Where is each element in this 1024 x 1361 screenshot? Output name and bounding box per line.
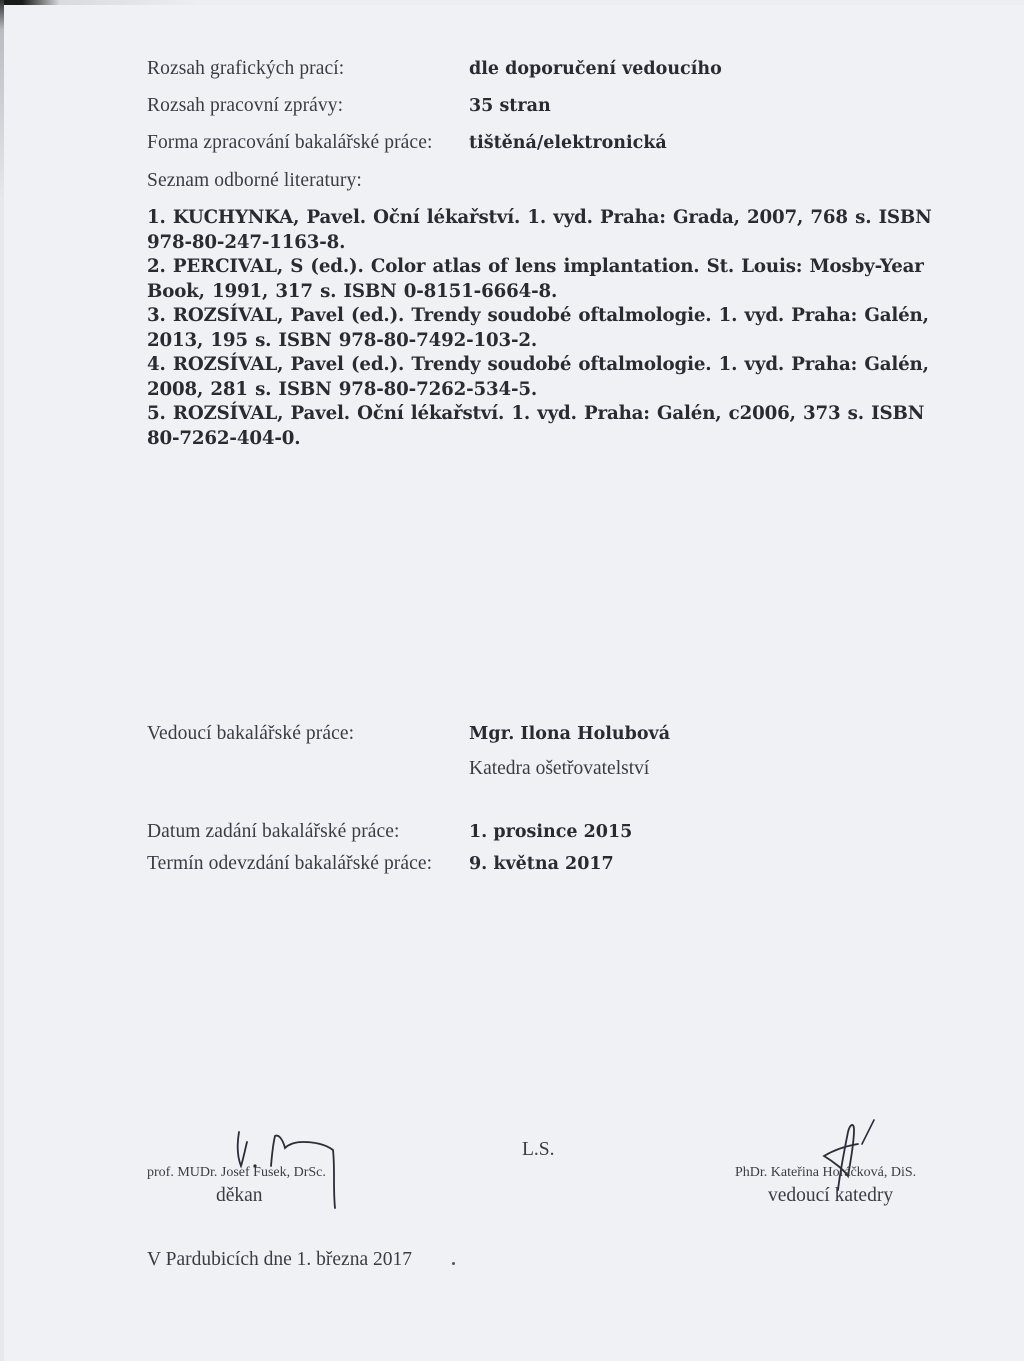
supervisor-department: Katedra ošetřovatelství <box>469 758 650 779</box>
due-date-label: Termín odevzdání bakalářské práce: <box>147 853 433 874</box>
place-date: V Pardubicích dne 1. března 2017 <box>147 1249 412 1270</box>
graphic-works-label: Rozsah grafických prací: <box>147 58 345 79</box>
scan-edge-top <box>0 0 1024 5</box>
reference-item: 4. ROZSÍVAL, Pavel (ed.). Trendy soudobé oftalmologie. 1. vyd. Praha: Galén, 2008, 281 s. ISBN 978-80-7262-534-5. <box>147 354 929 400</box>
stray-dot <box>452 1262 455 1265</box>
literature-label: Seznam odborné literatury: <box>147 170 362 191</box>
reference-list <box>147 206 947 451</box>
due-date-value: 9. května 2017 <box>469 854 614 874</box>
reference-item: 2. PERCIVAL, S (ed.). Color atlas of lens implantation. St. Louis: Mosby-Year Book, 1991, 317 s. ISBN 0-8151-6664-8. <box>147 256 924 302</box>
head-name: PhDr. Kateřina Horáčková, DiS. <box>735 1165 917 1180</box>
assigned-date-label: Datum zadání bakalářské práce: <box>147 821 400 842</box>
reference-item: 5. ROZSÍVAL, Pavel. Oční lékařství. 1. vyd. Praha: Galén, c2006, 373 s. ISBN 80-7262-404-0. <box>147 403 925 449</box>
seal-mark: L.S. <box>522 1139 555 1160</box>
report-length-value: 35 stran <box>469 96 551 116</box>
supervisor-name: Mgr. Ilona Holubová <box>469 724 671 744</box>
graphic-works-value: dle doporučení vedoucího <box>469 59 722 79</box>
scan-edge-left <box>0 0 4 1361</box>
dean-name: prof. MUDr. Josef Fusek, DrSc. <box>147 1165 326 1180</box>
head-title: vedoucí katedry <box>768 1185 894 1206</box>
reference-item: 3. ROZSÍVAL, Pavel (ed.). Trendy soudobé oftalmologie. 1. vyd. Praha: Galén, 2013, 195 s. ISBN 978-80-7492-103-2. <box>147 305 929 351</box>
report-length-label: Rozsah pracovní zprávy: <box>147 95 344 116</box>
supervisor-label: Vedoucí bakalářské práce: <box>147 723 355 744</box>
assigned-date-value: 1. prosince 2015 <box>469 822 633 842</box>
form-value: tištěná/elektronická <box>469 133 667 153</box>
dean-title: děkan <box>216 1185 263 1206</box>
form-label: Forma zpracování bakalářské práce: <box>147 132 433 153</box>
reference-item: 1. KUCHYNKA, Pavel. Oční lékařství. 1. vyd. Praha: Grada, 2007, 768 s. ISBN 978-80-247-1163-8. <box>147 207 932 253</box>
